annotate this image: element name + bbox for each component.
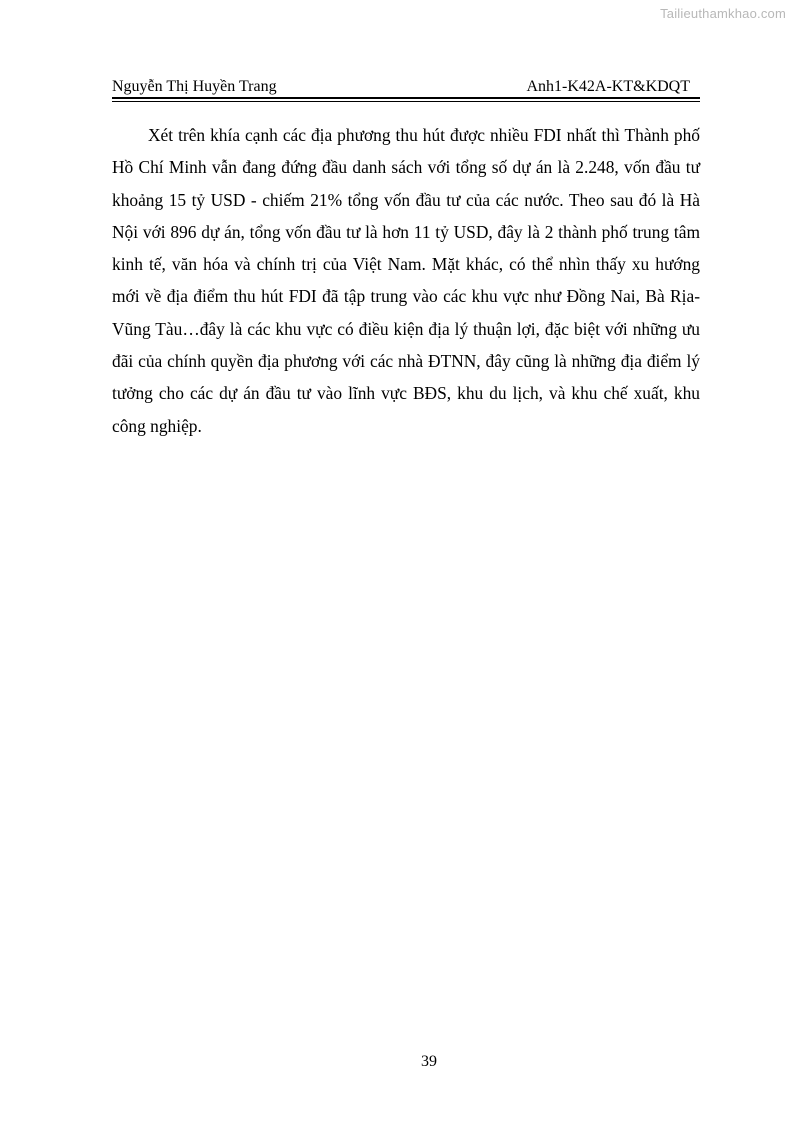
header-rule-thin [112,101,700,102]
body-paragraph: Xét trên khía cạnh các địa phương thu hút được nhiều FDI nhất thì Thành phố Hồ Chí Minh vẫn đang đứng đầu danh sách với tổng số dự án là 2.248, vốn đầu tư khoảng 15 tỷ USD - chiếm 21% tổng vốn đầu tư của các nước. Theo sau đó là Hà Nội với 896 dự án, tổng vốn đầu tư là hơn 11 tỷ USD, đây là 2 thành phố trung tâm kinh tế, văn hóa và chính trị của Việt Nam. Mặt khác, có thể nhìn thấy xu hướng mới về địa điểm thu hút FDI đã tập trung vào các khu vực như Đồng Nai, Bà Rịa-Vũng Tàu…đây là các khu vực có điều kiện địa lý thuận lợi, đặc biệt với những ưu đãi của chính quyền địa phương với các nhà ĐTNN, đây cũng là những địa điểm lý tưởng cho các dự án đầu tư vào lĩnh vực BĐS, khu du lịch, và khu chế xuất, khu công nghiệp. [112,125,700,436]
page-header [112,78,700,98]
header-author: Nguyễn Thị Huyền Trang [112,78,277,95]
watermark: Tailieuthamkhao.com [660,6,786,21]
header-rule-thick [112,97,700,99]
header-class-code: Anh1-K42A-KT&KDQT [526,78,690,95]
page-number: 39 [421,1053,437,1070]
